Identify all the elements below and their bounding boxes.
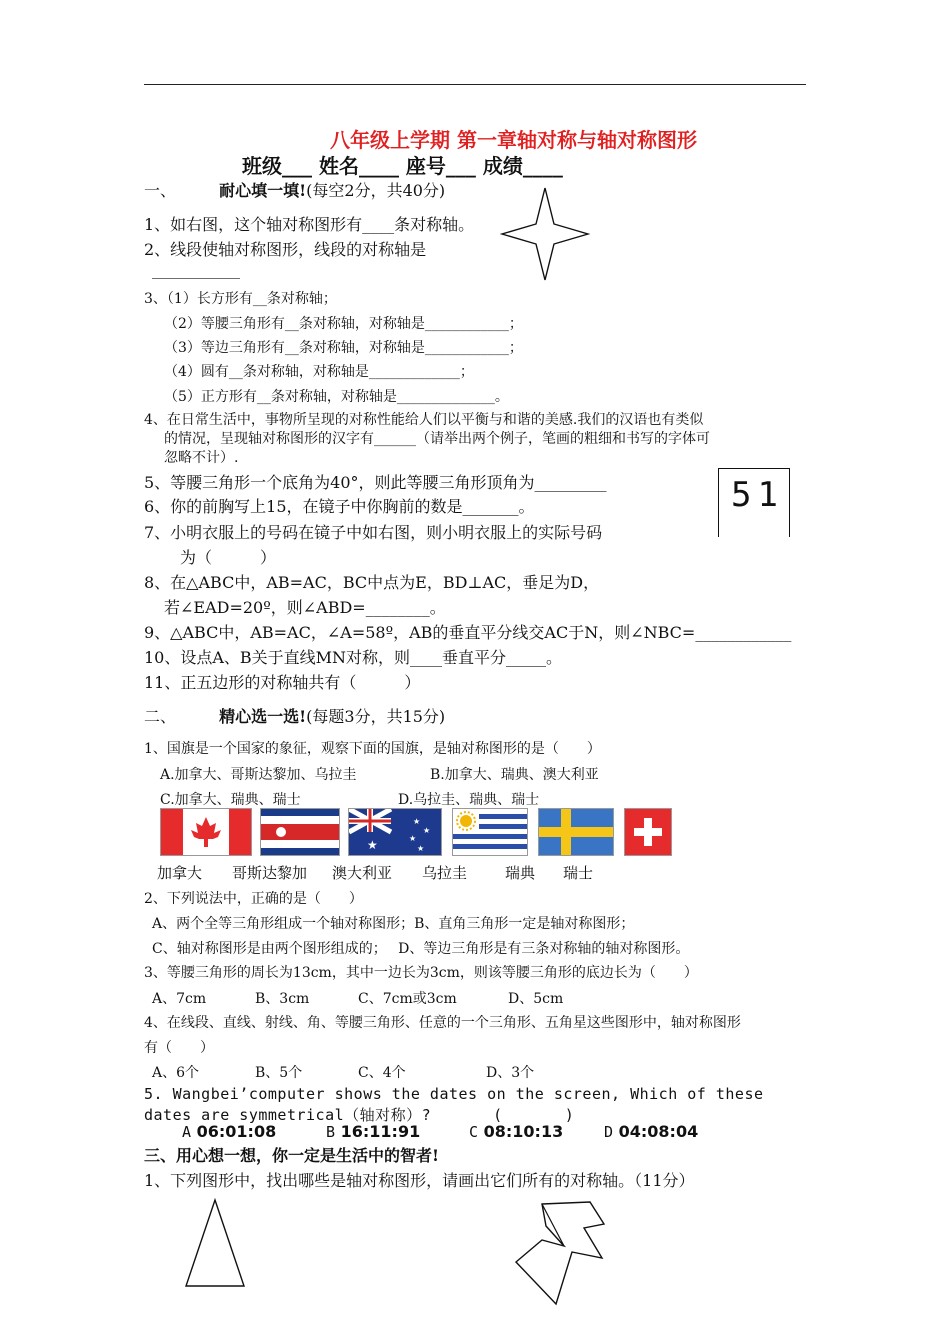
s2-q1-option-a: A.加拿大、哥斯达黎加、乌拉圭 [160, 767, 357, 783]
section-title: 耐心填一填! [219, 181, 307, 200]
option-letter: C [469, 1123, 479, 1141]
svg-text:★: ★ [417, 844, 425, 853]
svg-text:★: ★ [423, 826, 431, 835]
s2-q2-options-cd: C、轴对称图形是由两个图形组成的； D、等边三角形是有三条对称轴的轴对称图形。 [152, 941, 690, 957]
student-info-line: 班级___ 姓名____ 座号___ 成绩____ [242, 154, 563, 178]
s2-q3-option-c: C、7cm或3cm [358, 991, 457, 1007]
s3-question-1: 1、下列图形中，找出哪些是轴对称图形，请画出它们所有的对称轴。（11分） [144, 1171, 695, 1190]
uruguay-flag-icon [452, 808, 528, 856]
section-score-note: (每空2分，共40分) [306, 181, 446, 200]
mirror-number: 51 [731, 475, 784, 515]
section-number: 一、 [144, 181, 177, 200]
costa-rica-flag-icon [260, 808, 340, 856]
australia-flag-icon [348, 808, 442, 856]
option-letter: A [182, 1123, 192, 1141]
s1-question-2: 2、线段使轴对称图形，线段的对称轴是 [144, 240, 427, 259]
s2-question-1: 1、国旗是一个国家的象征，观察下面的国旗，是轴对称图形的是（ ） [144, 741, 601, 757]
sweden-flag-icon [538, 808, 614, 856]
flag-label-australia: 澳大利亚 [332, 864, 393, 882]
s1-question-4-line1: 4、在日常生活中，事物所呈现的对称性能给人们以平衡与和谐的美感.我们的汉语也有类似 [144, 412, 704, 428]
s2-q1-option-b: B.加拿大、瑞典、澳大利亚 [430, 767, 599, 783]
option-value: 16:11:91 [340, 1122, 421, 1141]
s2-q1-option-d: D.乌拉圭、瑞典、瑞士 [398, 792, 540, 808]
s1-question-3-4: （4）圆有__条对称轴，对称轴是_____________； [164, 364, 474, 380]
switzerland-flag-icon [624, 808, 672, 856]
s1-question-1: 1、如右图，这个轴对称图形有____条对称轴。 [144, 215, 475, 234]
s2-q1-option-c: C.加拿大、瑞典、瑞士 [160, 792, 301, 808]
svg-text:★: ★ [409, 834, 417, 843]
flag-label-costa-rica: 哥斯达黎加 [232, 864, 308, 882]
section-score-note: (每题3分，共15分) [306, 707, 446, 726]
section2-heading [144, 704, 445, 727]
shirt-number-figure [718, 468, 790, 537]
s2-q5-option-d [604, 1122, 698, 1141]
s1-question-7-line1: 7、小明衣服上的号码在镜子中如右图，则小明衣服上的实际号码 [144, 523, 603, 542]
flag-label-uruguay: 乌拉圭 [422, 864, 468, 882]
flag-label-sweden: 瑞典 [505, 864, 536, 882]
option-letter: B [326, 1123, 336, 1141]
s2-question-4-line2: 有（ ） [144, 1040, 214, 1056]
s2-question-3: 3、等腰三角形的周长为13cm，其中一边长为3cm，则该等腰三角形的底边长为（ ） [144, 965, 698, 981]
flag-label-canada: 加拿大 [157, 864, 203, 882]
flag-label-switzerland: 瑞士 [563, 864, 594, 882]
s2-question-4-line1: 4、在线段、直线、射线、角、等腰三角形、任意的一个三角形、五角星这些图形中，轴对称图形 [144, 1015, 741, 1031]
section-title: 精心选一选! [219, 707, 307, 726]
s2-q3-option-b: B、3cm [255, 991, 310, 1007]
s2-q4-option-c: C、4个 [358, 1065, 406, 1081]
s2-q4-option-d: D、3个 [486, 1065, 535, 1081]
s2-q3-option-d: D、5cm [508, 991, 564, 1007]
s1-question-9: 9、△ABC中，AB=AC，∠A=58º，AB的垂直平分线交AC于N，则∠NBC=____________ [144, 623, 792, 642]
section-number: 二、 [144, 707, 177, 726]
four-point-star-figure [500, 186, 590, 282]
s1-question-10: 10、设点A、B关于直线MN对称，则____垂直平分_____。 [144, 648, 563, 667]
isosceles-triangle-figure [184, 1198, 246, 1290]
section3-heading: 三、用心想一想，你一定是生活中的智者! [144, 1146, 440, 1165]
s1-question-5: 5、等腰三角形一个底角为40°，则此等腰三角形顶角为_________ [144, 473, 607, 492]
s2-q3-option-a: A、7cm [152, 991, 207, 1007]
s1-question-8-line1: 8、在△ABC中，AB=AC，BC中点为E，BD⊥AC，垂足为D， [144, 573, 600, 592]
s1-question-7-line2: 为（ ） [180, 548, 277, 567]
s2-q5-option-b [326, 1122, 420, 1141]
s1-question-4-line3: 忽略不计）. [164, 450, 239, 466]
option-value: 06:01:08 [196, 1122, 277, 1141]
s2-question-5-line1: 5. Wangbei’computer shows the dates on the screen, Which of these [144, 1085, 764, 1103]
s2-question-2: 2、下列说法中，正确的是（ ） [144, 891, 363, 907]
s1-question-3-3: （3）等边三角形有__条对称轴，对称轴是____________； [164, 340, 523, 356]
s1-question-8-line2: 若∠EAD=20º，则∠ABD=________。 [164, 598, 446, 617]
s2-question-5-line2: dates are symmetrical（轴对称）? ( ) [144, 1106, 575, 1124]
s2-q5-option-a [182, 1122, 276, 1141]
s2-q5-option-c [469, 1122, 563, 1141]
s1-question-2-blank: ___________ [152, 260, 240, 279]
s1-question-6: 6、你的前胸写上15，在镜子中你胸前的数是_______。 [144, 497, 535, 516]
s2-q4-option-b: B、5个 [255, 1065, 303, 1081]
s2-q2-options-ab: A、两个全等三角形组成一个轴对称图形；B、直角三角形一定是轴对称图形； [152, 916, 635, 932]
s1-question-3-1: 3、（1）长方形有__条对称轴； [144, 291, 337, 307]
s1-question-11: 11、正五边形的对称轴共有（ ） [144, 673, 421, 692]
svg-text:★: ★ [367, 838, 378, 852]
top-rule [144, 84, 806, 85]
canada-flag-icon [160, 808, 252, 856]
s1-question-3-2: （2）等腰三角形有__条对称轴，对称轴是____________； [164, 316, 523, 332]
svg-text:★: ★ [413, 817, 421, 826]
document-title: 八年级上学期 第一章轴对称与轴对称图形 [330, 128, 697, 152]
section1-heading [144, 178, 445, 201]
option-letter: D [604, 1123, 614, 1141]
lightning-shape-figure [512, 1200, 622, 1308]
option-value: 08:10:13 [483, 1122, 564, 1141]
s1-question-4-line2: 的情况，呈现轴对称图形的汉字有______（请举出两个例子，笔画的粗细和书写的字体可 [164, 431, 710, 447]
s1-question-3-5: （5）正方形有__条对称轴，对称轴是______________。 [164, 389, 509, 405]
option-value: 04:08:04 [618, 1122, 699, 1141]
s2-q4-option-a: A、6个 [152, 1065, 200, 1081]
